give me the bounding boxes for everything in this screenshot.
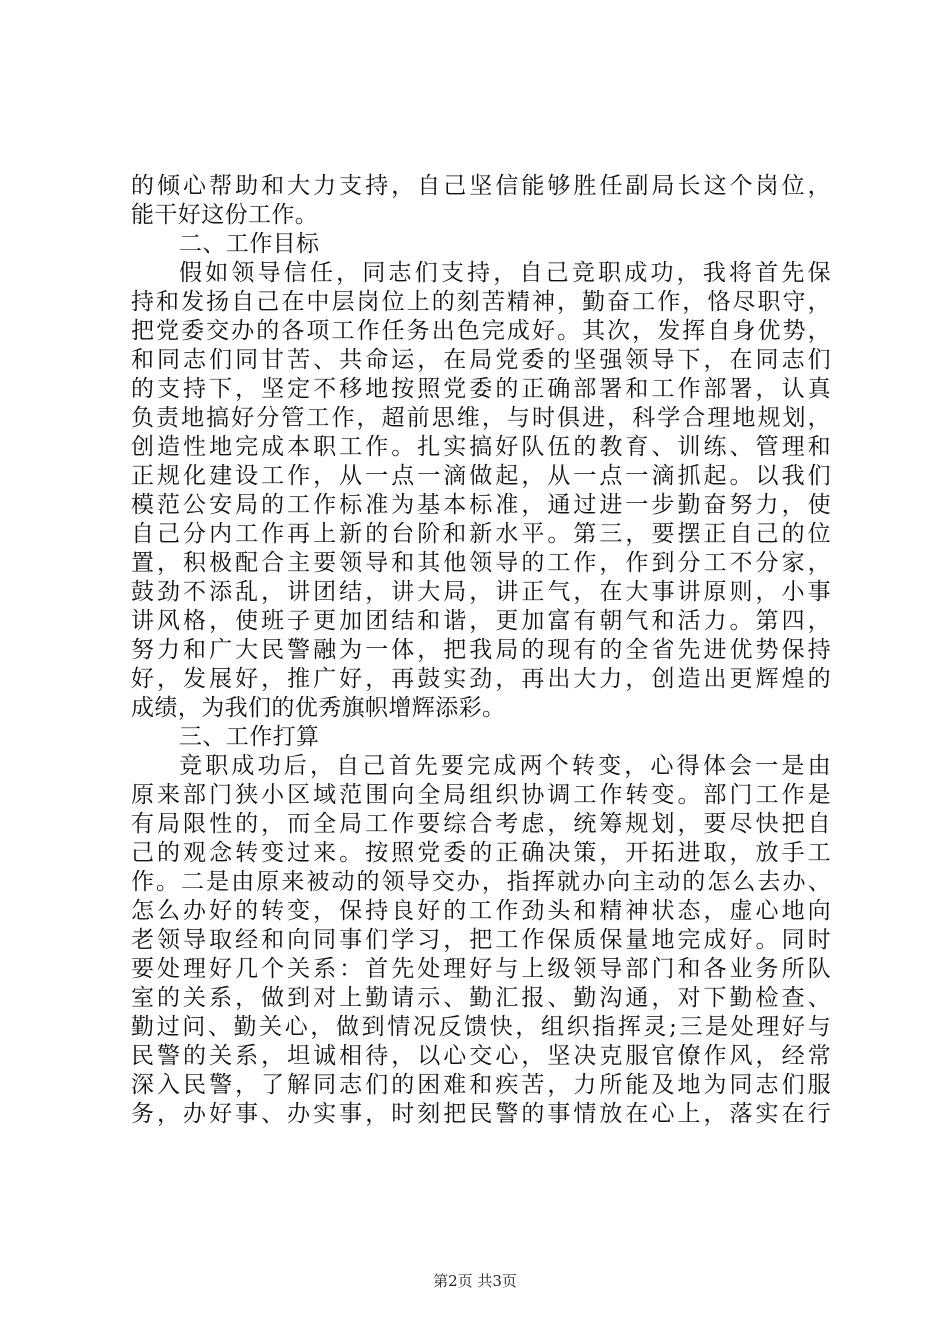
text-line: 负责地搞好分管工作，超前思维，与时俱进，科学合理地规划， [131, 405, 831, 431]
text-line: 正规化建设工作，从一点一滴做起，从一点一滴抓起。以我们 [131, 463, 831, 489]
text-line: 己的观念转变过来。按照党委的正确决策，开拓进取，放手工 [131, 840, 831, 866]
text-line: 勤过问、勤关心，做到情况反馈快，组织指挥灵;三是处理好与 [131, 1014, 831, 1040]
text-line: 好，发展好，推广好，再鼓实劲，再出大力，创造出更辉煌的 [131, 666, 831, 692]
text-line: 怎么办好的转变，保持良好的工作劲头和精神状态，虚心地向 [131, 898, 831, 924]
document-body [131, 172, 831, 1129]
text-line: 努力和广大民警融为一体，把我局的现有的全省先进优势保持 [131, 637, 831, 663]
text-line: 假如领导信任，同志们支持，自己竞职成功，我将首先保 [179, 260, 831, 286]
text-line: 室的关系，做到对上勤请示、勤汇报、勤沟通，对下勤检查、 [131, 985, 831, 1011]
text-line: 老领导取经和向同事们学习，把工作保质保量地完成好。同时 [131, 927, 831, 953]
text-line: 的支持下，坚定不移地按照党委的正确部署和工作部署，认真 [131, 376, 831, 402]
text-line: 和同志们同甘苦、共命运，在局党委的坚强领导下，在同志们 [131, 347, 831, 373]
text-line: 能干好这份工作。 [131, 202, 319, 228]
text-line: 作。二是由原来被动的领导交办，指挥就办向主动的怎么去办、 [131, 869, 831, 895]
text-line: 持和发扬自己在中层岗位上的刻苦精神，勤奋工作，恪尽职守， [131, 289, 831, 315]
text-line: 深入民警，了解同志们的困难和疾苦，力所能及地为同志们服 [131, 1072, 831, 1098]
text-line: 的倾心帮助和大力支持，自己坚信能够胜任副局长这个岗位， [131, 173, 831, 199]
text-line: 自己分内工作再上新的台阶和新水平。第三，要摆正自己的位 [131, 521, 831, 547]
text-line: 讲风格，使班子更加团结和谐，更加富有朝气和活力。第四， [131, 608, 831, 634]
text-line: 二、工作目标 [179, 231, 320, 257]
text-line: 创造性地完成本职工作。扎实搞好队伍的教育、训练、管理和 [131, 434, 831, 460]
text-line: 务，办好事、办实事，时刻把民警的事情放在心上，落实在行 [131, 1101, 831, 1127]
text-line: 要处理好几个关系：首先处理好与上级领导部门和各业务所队 [131, 956, 831, 982]
text-line: 鼓劲不添乱，讲团结，讲大局，讲正气，在大事讲原则，小事 [131, 579, 831, 605]
text-line: 民警的关系，坦诚相待，以心交心，坚决克服官僚作风，经常 [131, 1043, 831, 1069]
text-line: 把党委交办的各项工作任务出色完成好。其次，发挥自身优势， [131, 318, 831, 344]
text-line: 置，积极配合主要领导和其他领导的工作，作到分工不分家， [131, 550, 831, 576]
text-line: 原来部门狭小区域范围向全局组织协调工作转变。部门工作是 [131, 782, 831, 808]
page-footer: 第2页 共3页 [433, 1272, 517, 1290]
text-line: 三、工作打算 [179, 724, 320, 750]
text-line: 竞职成功后，自己首先要完成两个转变，心得体会一是由 [179, 753, 831, 779]
text-line: 模范公安局的工作标准为基本标准，通过进一步勤奋努力，使 [131, 492, 831, 518]
text-line: 有局限性的，而全局工作要综合考虑，统筹规划，要尽快把自 [131, 811, 831, 837]
text-line: 成绩，为我们的优秀旗帜增辉添彩。 [131, 695, 506, 721]
